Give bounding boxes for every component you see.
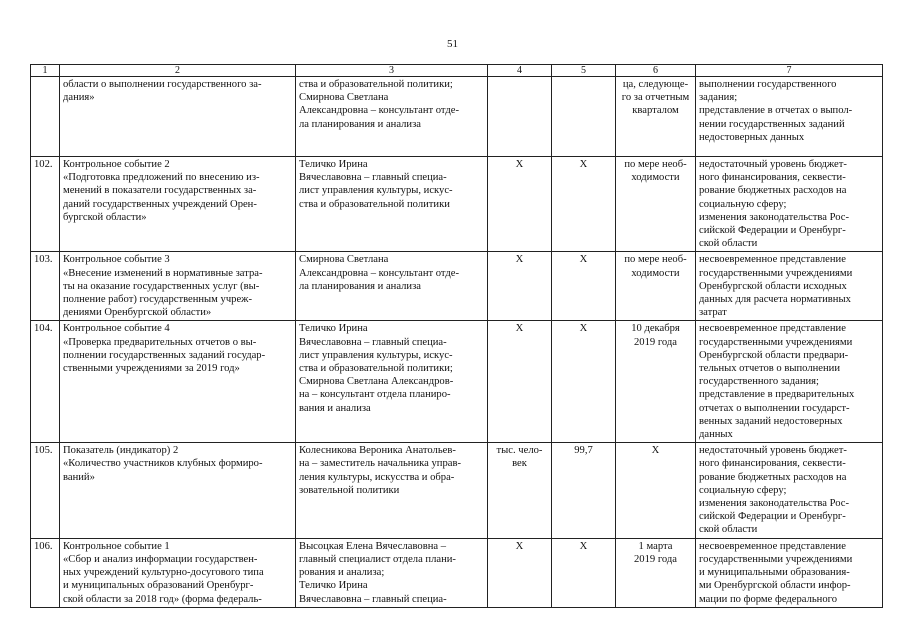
responsible-cell <box>296 252 488 321</box>
cell-text-line: кварталом <box>632 105 679 117</box>
cell-text-line: ты на оказание государственных услуг (вы- <box>63 280 260 292</box>
cell-text-line: государственными учреждениями <box>699 336 853 348</box>
cell-text-line: и муниципальных образований Оренбург- <box>63 580 254 592</box>
row-number: 104. <box>31 321 60 443</box>
cell-text-line: даний государственных учреждений Орен- <box>63 198 257 210</box>
cell-text-line: лист управления культуры, искус- <box>299 185 453 197</box>
cell-text-line: Теличко Ирина <box>299 580 368 592</box>
cell-text-line: ской области <box>699 524 758 536</box>
cell-text-line: Теличко Ирина <box>299 323 368 335</box>
cell-text-line: по мере необ- <box>624 159 687 170</box>
header-cell: 4 <box>488 65 552 77</box>
risks-cell <box>696 443 883 538</box>
cell-text-line: вания и анализа <box>299 402 371 414</box>
responsible-cell <box>296 321 488 443</box>
table-row <box>31 77 883 157</box>
cell-text-line: ской области за 2018 год» (форма федераль- <box>63 593 262 605</box>
cell-text-line: 2019 года <box>633 336 677 348</box>
cell-text-line: Х <box>579 540 588 552</box>
row-number: 102. <box>31 157 60 252</box>
cell-text-line: лист управления культуры, искус- <box>299 349 453 361</box>
header-cell: 7 <box>696 65 883 77</box>
plan-table <box>30 64 883 608</box>
cell-text-line: го за отчетным <box>621 92 690 104</box>
event-cell <box>60 538 296 607</box>
cell-text-line: социальную сферу; <box>699 484 787 496</box>
cell-text-line: и муниципальными образования- <box>699 567 850 579</box>
responsible-cell <box>296 77 488 157</box>
cell-text-line: Оренбургской области исходных <box>699 280 847 292</box>
cell-text-line: менений в показатели государственных за- <box>63 185 257 197</box>
cell-text-line: ства и образовательной политики; <box>299 79 453 90</box>
cell-text-line: Теличко Ирина <box>299 159 368 170</box>
cell-text-line: данных для расчета нормативных <box>699 294 851 306</box>
cell-text-line: 2019 года <box>633 553 677 565</box>
cell-text-line: тыс. чело- <box>496 445 543 457</box>
cell-text-line: Х <box>515 540 524 552</box>
cell-text-line: ходимости <box>631 267 680 279</box>
table-row <box>31 252 883 321</box>
cell-text-line: Смирнова Светлана <box>299 254 389 266</box>
cell-text-line: ходимости <box>631 172 680 184</box>
cell-text-line: Александровна – консультант отде- <box>299 267 460 279</box>
cell-text-line: дениями Оренбургской области» <box>63 307 212 319</box>
header-cell: 3 <box>296 65 488 77</box>
deadline-cell <box>616 321 696 443</box>
cell-text-line: ла планирования и анализа <box>299 280 421 292</box>
unit-cell <box>488 443 552 538</box>
cell-text-line: Х <box>515 323 524 335</box>
cell-text-line: Смирнова Светлана Александров- <box>299 376 454 388</box>
value-cell <box>552 321 616 443</box>
cell-text-line: Контрольное событие 3 <box>63 254 170 266</box>
cell-text-line: 10 декабря <box>631 323 680 335</box>
cell-text-line: тельных отчетов о выполнении <box>699 363 840 375</box>
header-cell: 5 <box>552 65 616 77</box>
value-cell <box>552 252 616 321</box>
header-cell: 1 <box>31 65 60 77</box>
responsible-cell <box>296 443 488 538</box>
event-cell <box>60 77 296 157</box>
cell-text-line: ца, следующе- <box>622 79 689 90</box>
cell-text-line: «Внесение изменений в нормативные затра- <box>63 267 263 279</box>
cell-text-line: государственными учреждениями <box>699 553 853 565</box>
cell-text-line: Вячеславовна – главный специа- <box>299 593 447 605</box>
cell-text-line: на – консультант отдела планиро- <box>299 389 451 401</box>
cell-text-line: данных <box>699 429 733 441</box>
unit-cell <box>488 321 552 443</box>
deadline-cell <box>616 538 696 607</box>
cell-text-line: рование бюджетных расходов на <box>699 471 847 483</box>
cell-text-line: бургской области» <box>63 211 147 223</box>
cell-text-line: ного финансирования, секвести- <box>699 172 846 184</box>
cell-text-line: несвоевременное представление <box>699 540 846 552</box>
cell-text-line: сийской Федерации и Оренбург- <box>699 511 846 523</box>
row-number: 103. <box>31 252 60 321</box>
deadline-cell <box>616 157 696 252</box>
cell-text-line: ства и образовательной политики <box>299 198 450 210</box>
cell-text-line: Контрольное событие 2 <box>63 159 170 170</box>
cell-text-line: ственными учреждениями за 2019 год» <box>63 363 240 375</box>
table-header-row <box>31 65 883 77</box>
cell-text-line: затрат <box>699 307 727 319</box>
header-cell: 2 <box>60 65 296 77</box>
cell-text-line: Х <box>651 445 660 457</box>
risks-cell <box>696 252 883 321</box>
cell-text-line: недостоверных данных <box>699 131 805 143</box>
cell-text-line: дания» <box>63 92 95 104</box>
cell-text-line: ла планирования и анализа <box>299 118 421 130</box>
cell-text-line: 1 марта <box>638 540 673 552</box>
event-cell <box>60 252 296 321</box>
cell-text-line: Х <box>515 254 524 266</box>
unit-cell <box>488 77 552 157</box>
cell-text-line: Х <box>579 323 588 335</box>
cell-text-line: представление в отчетах о выпол- <box>699 105 853 117</box>
cell-text-line: главный специалист отдела плани- <box>299 553 456 565</box>
cell-text-line: по мере необ- <box>624 254 687 266</box>
cell-text-line: полнении государственных заданий государ- <box>63 349 266 361</box>
deadline-cell <box>616 252 696 321</box>
event-cell <box>60 443 296 538</box>
cell-text-line: несвоевременное представление <box>699 254 846 266</box>
cell-text-line: Высоцкая Елена Вячеславовна – <box>299 540 447 552</box>
unit-cell <box>488 538 552 607</box>
cell-text-line: недостаточный уровень бюджет- <box>699 159 847 170</box>
unit-cell <box>488 252 552 321</box>
row-number: 105. <box>31 443 60 538</box>
cell-text-line: сийской Федерации и Оренбург- <box>699 225 846 237</box>
cell-text-line: ской области <box>699 238 758 250</box>
cell-text-line: на – заместитель начальника управ- <box>299 458 461 470</box>
cell-text-line: Колесникова Вероника Анатольев- <box>299 445 456 457</box>
value-cell <box>552 157 616 252</box>
risks-cell <box>696 77 883 157</box>
cell-text-line: Вячеславовна – главный специа- <box>299 172 447 184</box>
cell-text-line: государственными учреждениями <box>699 267 853 279</box>
cell-text-line: изменения законодательства Рос- <box>699 211 850 223</box>
cell-text-line: нении государственных заданий <box>699 118 845 130</box>
table-row <box>31 538 883 607</box>
header-cell: 6 <box>616 65 696 77</box>
cell-text-line: век <box>512 458 527 470</box>
cell-text-line: ления культуры, искусства и обра- <box>299 471 455 483</box>
cell-text-line: Вячеславовна – главный специа- <box>299 336 447 348</box>
cell-text-line: «Сбор и анализ информации государствен- <box>63 553 258 565</box>
value-cell <box>552 443 616 538</box>
cell-text-line: недостаточный уровень бюджет- <box>699 445 847 457</box>
cell-text-line: Александровна – консультант отде- <box>299 105 460 117</box>
risks-cell <box>696 157 883 252</box>
responsible-cell <box>296 157 488 252</box>
value-cell <box>552 538 616 607</box>
cell-text-line: социальную сферу; <box>699 198 787 210</box>
cell-text-line: полнение работ) государственным учреж- <box>63 294 253 306</box>
cell-text-line: Х <box>579 254 588 266</box>
row-number <box>31 77 60 157</box>
cell-text-line: 99,7 <box>574 445 593 457</box>
cell-text-line: зовательной политики <box>299 484 400 496</box>
cell-text-line: изменения законодательства Рос- <box>699 498 850 510</box>
cell-text-line: ми Оренбургской области инфор- <box>699 580 851 592</box>
table-row <box>31 157 883 252</box>
event-cell <box>60 157 296 252</box>
deadline-cell <box>616 77 696 157</box>
cell-text-line: несвоевременное представление <box>699 323 846 335</box>
cell-text-line: представление в предварительных <box>699 389 855 401</box>
cell-text-line: выполнении государственного <box>699 79 837 90</box>
cell-text-line: Х <box>515 159 524 170</box>
risks-cell <box>696 321 883 443</box>
cell-text-line: Контрольное событие 1 <box>63 540 170 552</box>
cell-text-line: задания; <box>699 92 738 104</box>
cell-text-line: Х <box>579 159 588 170</box>
cell-text-line: ства и образовательной политики; <box>299 363 453 375</box>
unit-cell <box>488 157 552 252</box>
cell-text-line: «Подготовка предложений по внесению из- <box>63 172 260 184</box>
page-number: 51 <box>447 38 458 50</box>
cell-text-line: рования и анализа; <box>299 567 385 579</box>
risks-cell <box>696 538 883 607</box>
cell-text-line: Оренбургской области предвари- <box>699 349 849 361</box>
row-number: 106. <box>31 538 60 607</box>
event-cell <box>60 321 296 443</box>
cell-text-line: венных заданий недостоверных <box>699 415 843 427</box>
deadline-cell <box>616 443 696 538</box>
cell-text-line: ваний» <box>63 471 95 483</box>
responsible-cell <box>296 538 488 607</box>
cell-text-line: ных учреждений культурно-досугового типа <box>63 567 264 579</box>
cell-text-line: области о выполнении государственного за- <box>63 79 262 90</box>
cell-text-line: мации по форме федерального <box>699 593 838 605</box>
table-row <box>31 443 883 538</box>
cell-text-line: «Количество участников клубных формиро- <box>63 458 263 470</box>
cell-text-line: Контрольное событие 4 <box>63 323 170 335</box>
cell-text-line: отчетах о выполнении государст- <box>699 402 850 414</box>
cell-text-line: Показатель (индикатор) 2 <box>63 445 179 457</box>
cell-text-line: рование бюджетных расходов на <box>699 185 847 197</box>
cell-text-line: ного финансирования, секвести- <box>699 458 846 470</box>
cell-text-line: «Проверка предварительных отчетов о вы- <box>63 336 257 348</box>
cell-text-line: государственного задания; <box>699 376 819 388</box>
cell-text-line: Смирнова Светлана <box>299 92 389 104</box>
value-cell <box>552 77 616 157</box>
table-row <box>31 321 883 443</box>
